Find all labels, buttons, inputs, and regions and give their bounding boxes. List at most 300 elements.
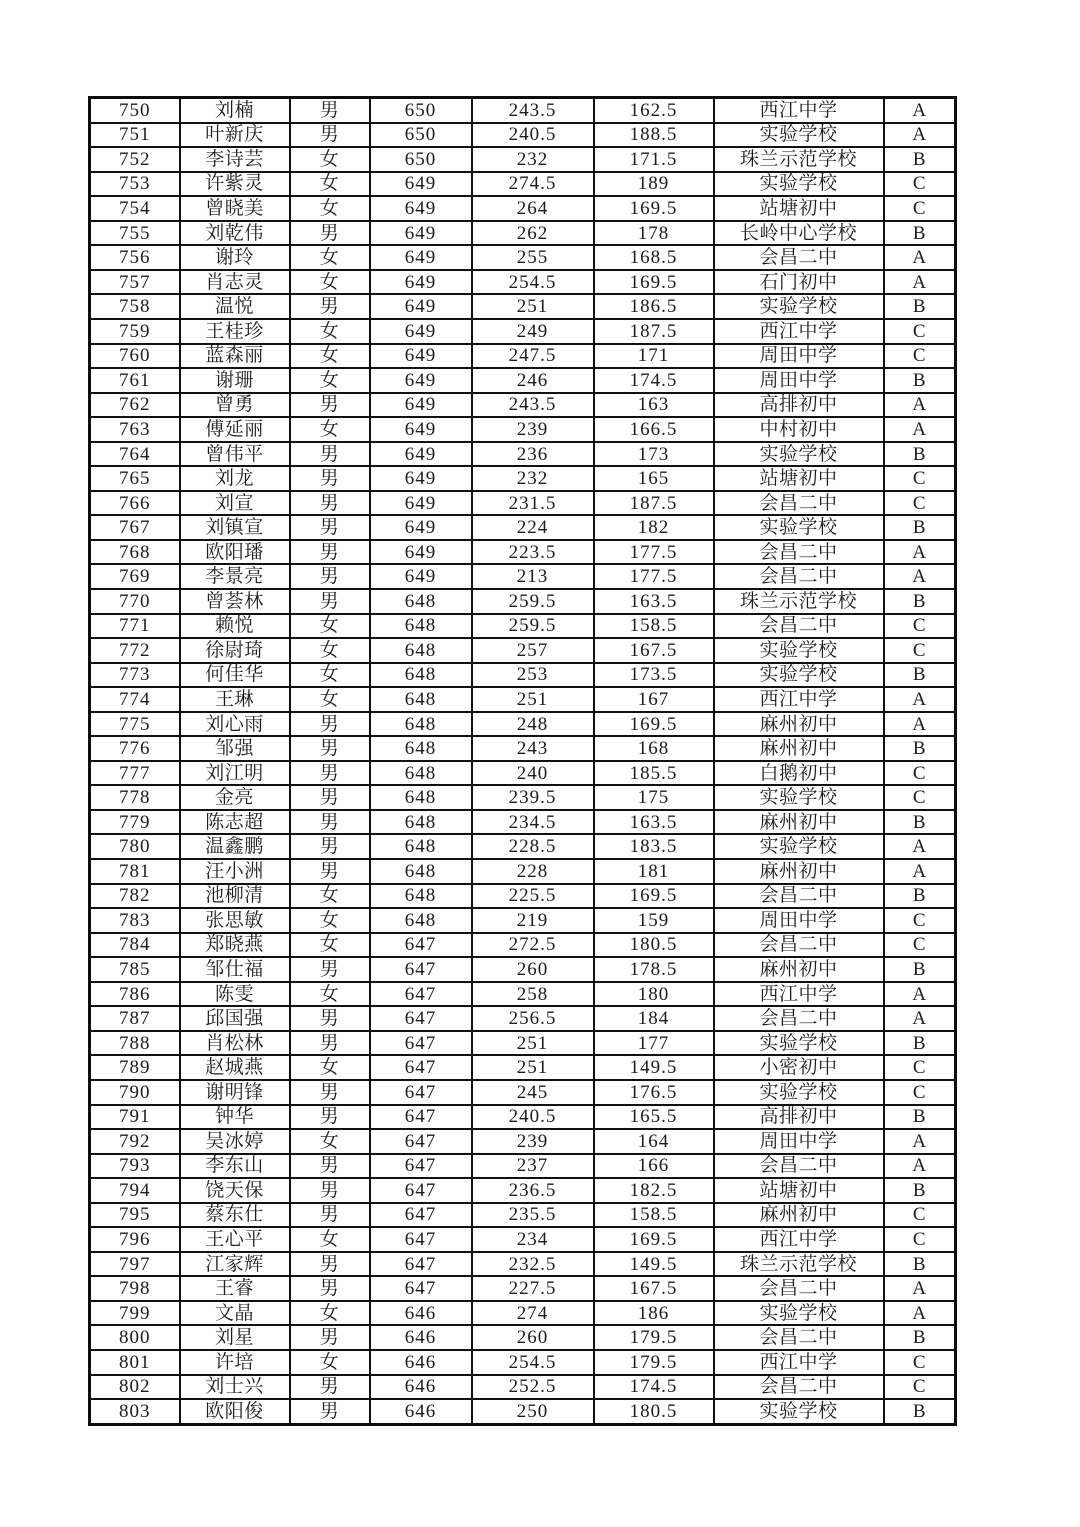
school-cell: 会昌二中 [714, 1276, 884, 1301]
total-score-cell: 648 [370, 908, 472, 933]
gender-cell: 女 [290, 147, 370, 172]
total-score-cell: 646 [370, 1350, 472, 1375]
table-row [90, 98, 956, 123]
group-cell: A [884, 123, 956, 148]
name-cell: 欧阳璠 [180, 540, 290, 565]
group-cell: C [884, 344, 956, 369]
rank-cell: 783 [90, 908, 180, 933]
school-cell: 会昌二中 [714, 1325, 884, 1350]
gender-cell: 男 [290, 1325, 370, 1350]
group-cell: A [884, 859, 956, 884]
subject-score-a-cell: 258 [472, 982, 594, 1007]
table-row [90, 957, 956, 982]
subject-score-b-cell: 173 [594, 442, 714, 467]
rank-cell: 775 [90, 712, 180, 737]
name-cell: 刘星 [180, 1325, 290, 1350]
subject-score-b-cell: 174.5 [594, 368, 714, 393]
subject-score-a-cell: 219 [472, 908, 594, 933]
subject-score-a-cell: 259.5 [472, 614, 594, 639]
subject-score-b-cell: 163.5 [594, 589, 714, 614]
name-cell: 李诗芸 [180, 147, 290, 172]
gender-cell: 女 [290, 319, 370, 344]
school-cell: 实验学校 [714, 172, 884, 197]
total-score-cell: 650 [370, 147, 472, 172]
name-cell: 郑晓燕 [180, 933, 290, 958]
table-row [90, 393, 956, 418]
subject-score-b-cell: 181 [594, 859, 714, 884]
gender-cell: 男 [290, 221, 370, 246]
rank-cell: 799 [90, 1301, 180, 1326]
subject-score-b-cell: 184 [594, 1006, 714, 1031]
group-cell: B [884, 442, 956, 467]
subject-score-a-cell: 239.5 [472, 785, 594, 810]
name-cell: 谢明锋 [180, 1080, 290, 1105]
group-cell: C [884, 172, 956, 197]
table-row [90, 712, 956, 737]
school-cell: 高排初中 [714, 1105, 884, 1130]
group-cell: B [884, 663, 956, 688]
school-cell: 珠兰示范学校 [714, 147, 884, 172]
total-score-cell: 647 [370, 982, 472, 1007]
gender-cell: 女 [290, 172, 370, 197]
school-cell: 小密初中 [714, 1055, 884, 1080]
rank-cell: 778 [90, 785, 180, 810]
subject-score-a-cell: 262 [472, 221, 594, 246]
subject-score-b-cell: 149.5 [594, 1252, 714, 1277]
table-row [90, 344, 956, 369]
rank-cell: 758 [90, 294, 180, 319]
rank-cell: 779 [90, 810, 180, 835]
subject-score-a-cell: 274.5 [472, 172, 594, 197]
group-cell: A [884, 1154, 956, 1179]
table-row [90, 1227, 956, 1252]
table-row [90, 1375, 956, 1400]
total-score-cell: 647 [370, 1276, 472, 1301]
subject-score-a-cell: 249 [472, 319, 594, 344]
gender-cell: 男 [290, 540, 370, 565]
rank-cell: 784 [90, 933, 180, 958]
table-row [90, 466, 956, 491]
subject-score-b-cell: 187.5 [594, 319, 714, 344]
school-cell: 麻州初中 [714, 810, 884, 835]
subject-score-a-cell: 256.5 [472, 1006, 594, 1031]
group-cell: A [884, 1006, 956, 1031]
subject-score-a-cell: 264 [472, 196, 594, 221]
subject-score-b-cell: 183.5 [594, 834, 714, 859]
rank-cell: 776 [90, 736, 180, 761]
total-score-cell: 648 [370, 663, 472, 688]
subject-score-b-cell: 162.5 [594, 98, 714, 123]
gender-cell: 女 [290, 245, 370, 270]
subject-score-b-cell: 177 [594, 1031, 714, 1056]
gender-cell: 女 [290, 638, 370, 663]
subject-score-a-cell: 250 [472, 1399, 594, 1424]
student-score-table [88, 96, 957, 1426]
subject-score-a-cell: 252.5 [472, 1375, 594, 1400]
rank-cell: 766 [90, 491, 180, 516]
total-score-cell: 647 [370, 1129, 472, 1154]
rank-cell: 753 [90, 172, 180, 197]
subject-score-a-cell: 228 [472, 859, 594, 884]
group-cell: C [884, 466, 956, 491]
school-cell: 白鹅初中 [714, 761, 884, 786]
group-cell: C [884, 785, 956, 810]
table-row [90, 270, 956, 295]
subject-score-b-cell: 149.5 [594, 1055, 714, 1080]
gender-cell: 女 [290, 908, 370, 933]
group-cell: C [884, 933, 956, 958]
name-cell: 吴冰婷 [180, 1129, 290, 1154]
rank-cell: 787 [90, 1006, 180, 1031]
total-score-cell: 649 [370, 564, 472, 589]
subject-score-b-cell: 180.5 [594, 933, 714, 958]
group-cell: C [884, 1055, 956, 1080]
total-score-cell: 648 [370, 761, 472, 786]
gender-cell: 男 [290, 294, 370, 319]
group-cell: B [884, 368, 956, 393]
gender-cell: 男 [290, 491, 370, 516]
subject-score-b-cell: 168.5 [594, 245, 714, 270]
group-cell: A [884, 834, 956, 859]
table-row [90, 319, 956, 344]
subject-score-a-cell: 245 [472, 1080, 594, 1105]
name-cell: 刘士兴 [180, 1375, 290, 1400]
table-row [90, 1301, 956, 1326]
table-row [90, 442, 956, 467]
table-row [90, 417, 956, 442]
group-cell: B [884, 1031, 956, 1056]
total-score-cell: 647 [370, 1154, 472, 1179]
subject-score-a-cell: 239 [472, 417, 594, 442]
table-row [90, 982, 956, 1007]
subject-score-b-cell: 169.5 [594, 196, 714, 221]
table-row [90, 663, 956, 688]
name-cell: 王心平 [180, 1227, 290, 1252]
name-cell: 江家辉 [180, 1252, 290, 1277]
group-cell: C [884, 1203, 956, 1228]
school-cell: 会昌二中 [714, 245, 884, 270]
group-cell: B [884, 515, 956, 540]
subject-score-a-cell: 231.5 [472, 491, 594, 516]
school-cell: 实验学校 [714, 1399, 884, 1424]
name-cell: 谢玲 [180, 245, 290, 270]
total-score-cell: 648 [370, 687, 472, 712]
school-cell: 会昌二中 [714, 884, 884, 909]
subject-score-b-cell: 168 [594, 736, 714, 761]
rank-cell: 757 [90, 270, 180, 295]
gender-cell: 女 [290, 417, 370, 442]
gender-cell: 女 [290, 1129, 370, 1154]
group-cell: B [884, 294, 956, 319]
school-cell: 实验学校 [714, 834, 884, 859]
rank-cell: 774 [90, 687, 180, 712]
rank-cell: 769 [90, 564, 180, 589]
name-cell: 王琳 [180, 687, 290, 712]
group-cell: A [884, 982, 956, 1007]
group-cell: B [884, 957, 956, 982]
subject-score-a-cell: 251 [472, 1055, 594, 1080]
total-score-cell: 647 [370, 1227, 472, 1252]
table-row [90, 368, 956, 393]
subject-score-a-cell: 246 [472, 368, 594, 393]
rank-cell: 761 [90, 368, 180, 393]
subject-score-b-cell: 180.5 [594, 1399, 714, 1424]
rank-cell: 762 [90, 393, 180, 418]
name-cell: 徐尉琦 [180, 638, 290, 663]
group-cell: C [884, 1375, 956, 1400]
table-row [90, 147, 956, 172]
table-row [90, 785, 956, 810]
total-score-cell: 647 [370, 933, 472, 958]
gender-cell: 男 [290, 1276, 370, 1301]
table-row [90, 294, 956, 319]
table-row [90, 221, 956, 246]
subject-score-b-cell: 176.5 [594, 1080, 714, 1105]
group-cell: A [884, 712, 956, 737]
school-cell: 麻州初中 [714, 957, 884, 982]
school-cell: 周田中学 [714, 344, 884, 369]
school-cell: 高排初中 [714, 393, 884, 418]
gender-cell: 男 [290, 1399, 370, 1424]
total-score-cell: 647 [370, 1252, 472, 1277]
table-row [90, 933, 956, 958]
school-cell: 会昌二中 [714, 491, 884, 516]
table-row [90, 196, 956, 221]
subject-score-b-cell: 169.5 [594, 270, 714, 295]
name-cell: 王睿 [180, 1276, 290, 1301]
school-cell: 实验学校 [714, 123, 884, 148]
subject-score-a-cell: 234.5 [472, 810, 594, 835]
rank-cell: 756 [90, 245, 180, 270]
subject-score-a-cell: 254.5 [472, 270, 594, 295]
gender-cell: 男 [290, 1031, 370, 1056]
gender-cell: 男 [290, 712, 370, 737]
name-cell: 温鑫鹏 [180, 834, 290, 859]
school-cell: 西江中学 [714, 1350, 884, 1375]
school-cell: 站塘初中 [714, 466, 884, 491]
subject-score-a-cell: 260 [472, 1325, 594, 1350]
subject-score-b-cell: 158.5 [594, 614, 714, 639]
table-row [90, 1055, 956, 1080]
rank-cell: 750 [90, 98, 180, 123]
total-score-cell: 649 [370, 466, 472, 491]
table-row [90, 859, 956, 884]
subject-score-b-cell: 167 [594, 687, 714, 712]
rank-cell: 751 [90, 123, 180, 148]
group-cell: B [884, 1105, 956, 1130]
group-cell: C [884, 761, 956, 786]
name-cell: 温悦 [180, 294, 290, 319]
school-cell: 实验学校 [714, 663, 884, 688]
rank-cell: 777 [90, 761, 180, 786]
subject-score-a-cell: 225.5 [472, 884, 594, 909]
name-cell: 谢珊 [180, 368, 290, 393]
gender-cell: 女 [290, 368, 370, 393]
table-row [90, 1203, 956, 1228]
rank-cell: 786 [90, 982, 180, 1007]
total-score-cell: 646 [370, 1325, 472, 1350]
subject-score-a-cell: 224 [472, 515, 594, 540]
school-cell: 西江中学 [714, 1227, 884, 1252]
gender-cell: 男 [290, 1178, 370, 1203]
table-row [90, 761, 956, 786]
total-score-cell: 650 [370, 123, 472, 148]
subject-score-b-cell: 180 [594, 982, 714, 1007]
table-row [90, 908, 956, 933]
table-row [90, 1006, 956, 1031]
group-cell: A [884, 540, 956, 565]
group-cell: A [884, 270, 956, 295]
school-cell: 实验学校 [714, 1301, 884, 1326]
subject-score-a-cell: 248 [472, 712, 594, 737]
table-row [90, 638, 956, 663]
subject-score-a-cell: 253 [472, 663, 594, 688]
subject-score-a-cell: 223.5 [472, 540, 594, 565]
rank-cell: 771 [90, 614, 180, 639]
group-cell: C [884, 491, 956, 516]
total-score-cell: 647 [370, 1031, 472, 1056]
total-score-cell: 649 [370, 442, 472, 467]
table-row [90, 1399, 956, 1424]
table-row [90, 1325, 956, 1350]
school-cell: 珠兰示范学校 [714, 589, 884, 614]
gender-cell: 男 [290, 1375, 370, 1400]
subject-score-a-cell: 243.5 [472, 98, 594, 123]
group-cell: B [884, 147, 956, 172]
subject-score-b-cell: 169.5 [594, 884, 714, 909]
rank-cell: 768 [90, 540, 180, 565]
gender-cell: 女 [290, 270, 370, 295]
name-cell: 陈志超 [180, 810, 290, 835]
table-row [90, 614, 956, 639]
subject-score-b-cell: 158.5 [594, 1203, 714, 1228]
group-cell: B [884, 1178, 956, 1203]
gender-cell: 女 [290, 1301, 370, 1326]
total-score-cell: 649 [370, 172, 472, 197]
subject-score-b-cell: 171 [594, 344, 714, 369]
table-row [90, 1031, 956, 1056]
total-score-cell: 647 [370, 1055, 472, 1080]
total-score-cell: 649 [370, 196, 472, 221]
gender-cell: 男 [290, 393, 370, 418]
gender-cell: 男 [290, 442, 370, 467]
school-cell: 中村初中 [714, 417, 884, 442]
name-cell: 赵城燕 [180, 1055, 290, 1080]
subject-score-b-cell: 169.5 [594, 712, 714, 737]
gender-cell: 女 [290, 344, 370, 369]
name-cell: 叶新庆 [180, 123, 290, 148]
total-score-cell: 647 [370, 1203, 472, 1228]
total-score-cell: 649 [370, 491, 472, 516]
gender-cell: 男 [290, 1203, 370, 1228]
subject-score-b-cell: 185.5 [594, 761, 714, 786]
rank-cell: 755 [90, 221, 180, 246]
subject-score-a-cell: 243 [472, 736, 594, 761]
total-score-cell: 648 [370, 614, 472, 639]
table-row [90, 810, 956, 835]
group-cell: B [884, 736, 956, 761]
group-cell: C [884, 1080, 956, 1105]
group-cell: A [884, 1301, 956, 1326]
subject-score-a-cell: 240.5 [472, 1105, 594, 1130]
subject-score-b-cell: 177.5 [594, 564, 714, 589]
subject-score-a-cell: 232.5 [472, 1252, 594, 1277]
school-cell: 会昌二中 [714, 564, 884, 589]
name-cell: 王桂珍 [180, 319, 290, 344]
school-cell: 周田中学 [714, 908, 884, 933]
school-cell: 长岭中心学校 [714, 221, 884, 246]
total-score-cell: 649 [370, 368, 472, 393]
subject-score-b-cell: 166.5 [594, 417, 714, 442]
rank-cell: 788 [90, 1031, 180, 1056]
group-cell: B [884, 884, 956, 909]
name-cell: 蓝森丽 [180, 344, 290, 369]
total-score-cell: 648 [370, 810, 472, 835]
total-score-cell: 649 [370, 294, 472, 319]
name-cell: 张思敏 [180, 908, 290, 933]
subject-score-a-cell: 243.5 [472, 393, 594, 418]
school-cell: 会昌二中 [714, 933, 884, 958]
name-cell: 邹仕福 [180, 957, 290, 982]
name-cell: 刘江明 [180, 761, 290, 786]
rank-cell: 754 [90, 196, 180, 221]
table-row [90, 1105, 956, 1130]
subject-score-a-cell: 251 [472, 294, 594, 319]
name-cell: 刘宣 [180, 491, 290, 516]
total-score-cell: 647 [370, 1006, 472, 1031]
name-cell: 金亮 [180, 785, 290, 810]
school-cell: 西江中学 [714, 687, 884, 712]
table-row [90, 1129, 956, 1154]
school-cell: 麻州初中 [714, 736, 884, 761]
gender-cell: 男 [290, 564, 370, 589]
subject-score-a-cell: 260 [472, 957, 594, 982]
subject-score-b-cell: 164 [594, 1129, 714, 1154]
gender-cell: 女 [290, 663, 370, 688]
gender-cell: 男 [290, 466, 370, 491]
school-cell: 会昌二中 [714, 540, 884, 565]
subject-score-b-cell: 179.5 [594, 1350, 714, 1375]
school-cell: 珠兰示范学校 [714, 1252, 884, 1277]
school-cell: 麻州初中 [714, 1203, 884, 1228]
rank-cell: 793 [90, 1154, 180, 1179]
school-cell: 实验学校 [714, 515, 884, 540]
subject-score-a-cell: 234 [472, 1227, 594, 1252]
total-score-cell: 648 [370, 884, 472, 909]
rank-cell: 803 [90, 1399, 180, 1424]
subject-score-b-cell: 178 [594, 221, 714, 246]
gender-cell: 男 [290, 1080, 370, 1105]
group-cell: C [884, 908, 956, 933]
group-cell: C [884, 319, 956, 344]
name-cell: 钟华 [180, 1105, 290, 1130]
gender-cell: 女 [290, 1227, 370, 1252]
name-cell: 曾勇 [180, 393, 290, 418]
subject-score-b-cell: 165.5 [594, 1105, 714, 1130]
total-score-cell: 648 [370, 589, 472, 614]
name-cell: 曾荟林 [180, 589, 290, 614]
total-score-cell: 649 [370, 344, 472, 369]
rank-cell: 773 [90, 663, 180, 688]
table-row [90, 491, 956, 516]
gender-cell: 男 [290, 589, 370, 614]
subject-score-b-cell: 178.5 [594, 957, 714, 982]
subject-score-b-cell: 166 [594, 1154, 714, 1179]
gender-cell: 女 [290, 687, 370, 712]
subject-score-a-cell: 213 [472, 564, 594, 589]
total-score-cell: 649 [370, 540, 472, 565]
rank-cell: 780 [90, 834, 180, 859]
